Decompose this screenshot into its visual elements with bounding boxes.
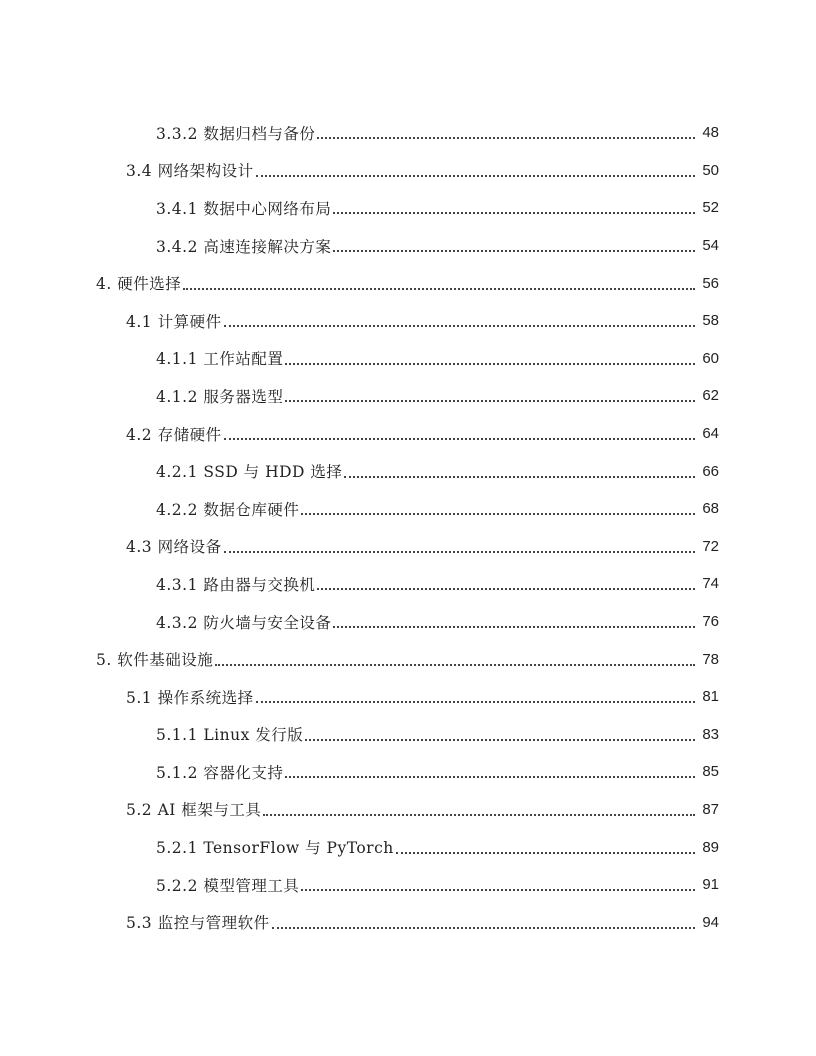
toc-entry[interactable] [0, 791, 816, 829]
toc-entry[interactable] [0, 528, 816, 566]
toc-entry[interactable] [0, 490, 816, 528]
toc-entry-page-number: 68 [702, 500, 719, 518]
toc-entry-page-number: 58 [702, 312, 719, 330]
toc-entry-page-number: 62 [702, 387, 719, 405]
toc-entry-page-number: 91 [702, 876, 719, 894]
toc-dot-leader [333, 249, 695, 252]
toc-entry[interactable] [0, 565, 816, 603]
toc-entry-page-number: 78 [702, 650, 719, 668]
toc-entry-page-number: 54 [702, 237, 719, 255]
toc-entry[interactable] [0, 302, 816, 340]
toc-dot-leader [256, 700, 695, 703]
table-of-contents [0, 114, 816, 941]
toc-dot-leader [263, 813, 695, 816]
toc-entry-title: 3.4 网络架构设计 [126, 162, 254, 181]
toc-entry-title: 5.3 监控与管理软件 [126, 914, 270, 933]
toc-entry[interactable] [0, 264, 816, 302]
toc-entry-page-number: 83 [702, 725, 719, 743]
toc-entry-page-number: 89 [702, 838, 719, 856]
toc-dot-leader [224, 437, 695, 440]
toc-entry-title: 5.1 操作系统选择 [126, 688, 254, 707]
toc-entry-title: 4.1.2 服务器选型 [156, 387, 284, 406]
toc-entry-title: 3.3.2 数据归档与备份 [156, 124, 316, 143]
toc-entry-page-number: 50 [702, 161, 719, 179]
toc-entry-title: 4.3.1 路由器与交换机 [156, 575, 316, 594]
toc-entry-title: 4.3.2 防火墙与安全设备 [156, 613, 332, 632]
toc-dot-leader [215, 663, 695, 666]
toc-dot-leader [285, 775, 695, 778]
toc-dot-leader [317, 136, 695, 139]
toc-entry[interactable] [0, 640, 816, 678]
toc-dot-leader [344, 475, 695, 478]
toc-dot-leader [285, 362, 695, 365]
toc-dot-leader [285, 399, 695, 402]
toc-entry-title: 4.1 计算硬件 [126, 312, 222, 331]
toc-entry-page-number: 60 [702, 349, 719, 367]
toc-entry-page-number: 56 [702, 274, 719, 292]
toc-dot-leader [224, 550, 695, 553]
toc-entry-page-number: 74 [702, 575, 719, 593]
toc-entry-page-number: 87 [702, 800, 719, 818]
toc-entry-page-number: 48 [702, 124, 719, 142]
toc-dot-leader [333, 625, 695, 628]
toc-entry-title: 5.2.2 模型管理工具 [156, 876, 300, 895]
toc-entry-title: 5.2 AI 框架与工具 [126, 801, 262, 820]
toc-entry-title: 4.2.1 SSD 与 HDD 选择 [156, 463, 343, 482]
toc-dot-leader [333, 211, 695, 214]
toc-dot-leader [183, 287, 695, 290]
toc-entry[interactable] [0, 152, 816, 190]
toc-entry-title: 4.2 存储硬件 [126, 425, 222, 444]
toc-entry-title: 3.4.2 高速连接解决方案 [156, 237, 332, 256]
toc-entry-page-number: 72 [702, 537, 719, 555]
toc-entry-title: 5.2.1 TensorFlow 与 PyTorch [156, 839, 394, 858]
toc-entry[interactable] [0, 227, 816, 265]
toc-dot-leader [305, 738, 695, 741]
toc-entry[interactable] [0, 716, 816, 754]
toc-entry[interactable] [0, 753, 816, 791]
toc-entry-title: 4.1.1 工作站配置 [156, 350, 284, 369]
toc-entry-page-number: 66 [702, 462, 719, 480]
toc-entry-title: 4.2.2 数据仓库硬件 [156, 500, 300, 519]
toc-dot-leader [224, 324, 695, 327]
toc-entry[interactable] [0, 452, 816, 490]
toc-entry-title: 5.1.2 容器化支持 [156, 763, 284, 782]
toc-dot-leader [317, 587, 695, 590]
toc-dot-leader [301, 888, 695, 891]
toc-entry[interactable] [0, 415, 816, 453]
toc-entry-title: 5. 软件基础设施 [96, 651, 214, 670]
toc-entry[interactable] [0, 828, 816, 866]
toc-entry-page-number: 85 [702, 763, 719, 781]
toc-entry-title: 4. 硬件选择 [96, 275, 182, 294]
toc-entry[interactable] [0, 189, 816, 227]
toc-entry[interactable] [0, 603, 816, 641]
toc-entry-page-number: 76 [702, 613, 719, 631]
toc-entry[interactable] [0, 678, 816, 716]
toc-entry-page-number: 94 [702, 913, 719, 931]
toc-entry-page-number: 52 [702, 199, 719, 217]
toc-entry-page-number: 81 [702, 688, 719, 706]
toc-dot-leader [396, 851, 695, 854]
toc-entry-title: 3.4.1 数据中心网络布局 [156, 199, 332, 218]
toc-entry[interactable] [0, 340, 816, 378]
toc-entry[interactable] [0, 114, 816, 152]
toc-entry[interactable] [0, 903, 816, 941]
toc-dot-leader [272, 926, 695, 929]
toc-entry[interactable] [0, 866, 816, 904]
toc-entry-title: 5.1.1 Linux 发行版 [156, 726, 304, 745]
toc-dot-leader [301, 512, 695, 515]
toc-entry-page-number: 64 [702, 425, 719, 443]
toc-dot-leader [256, 174, 695, 177]
toc-entry-title: 4.3 网络设备 [126, 538, 222, 557]
toc-entry[interactable] [0, 377, 816, 415]
